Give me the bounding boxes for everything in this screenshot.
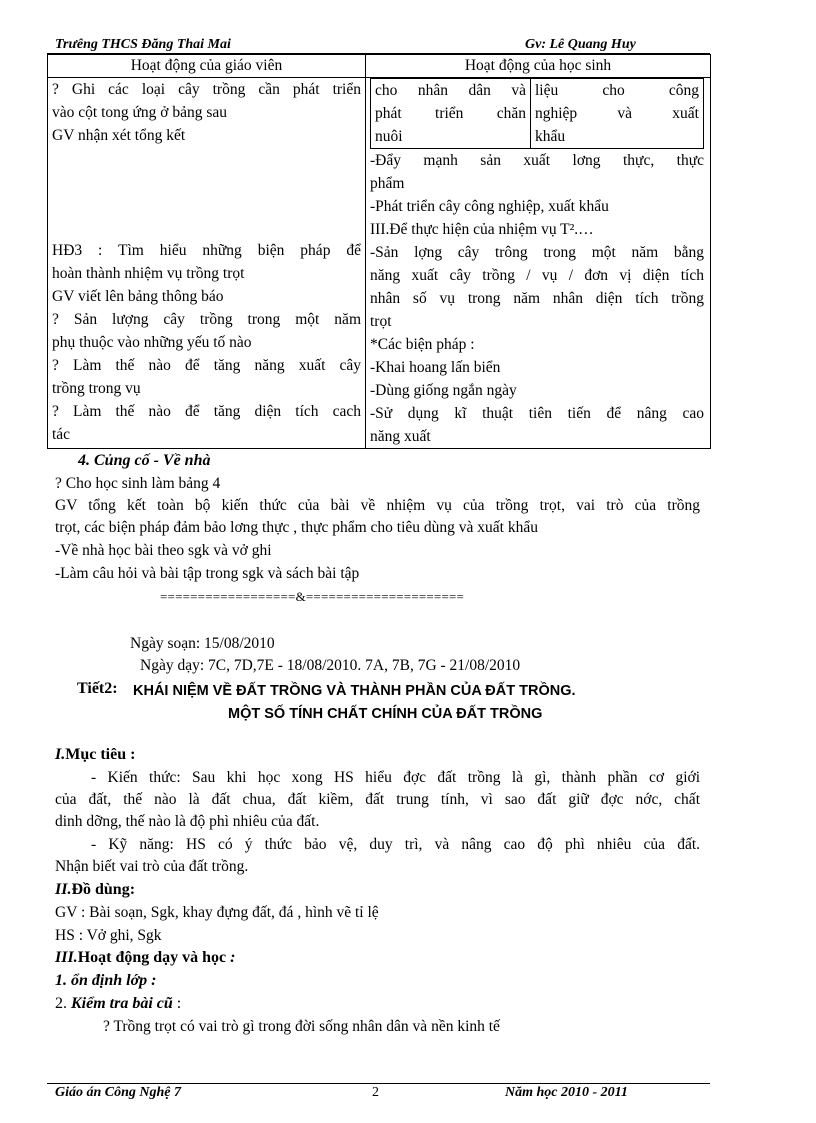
col-teacher-header: Hoạt động của giáo viên: [48, 55, 366, 78]
student-line: -Sản lợng cây trông trong một năm bằng: [370, 244, 704, 261]
review-line: ? Cho học sinh làm bảng 4: [55, 475, 221, 492]
teacher-line: GV viết lên bảng thông báo: [52, 288, 224, 305]
subtable-cell-food: cho nhân dân và phát triển chăn nuôi: [371, 79, 531, 149]
objectives-heading: I.Mục tiêu :: [55, 746, 136, 763]
section-separator: ==================&=====================: [160, 589, 465, 604]
date-taught: Ngày dạy: 7C, 7D,7E - 18/08/2010. 7A, 7B, 7G - 21/08/2010: [140, 657, 521, 674]
header-school: Trưêng THCS Đăng Thai Mai: [55, 37, 231, 52]
period-label: Tiết2:: [77, 680, 118, 697]
lesson-title-line2: MỘT SỐ TÍNH CHẤT CHÍNH CỦA ĐẤT TRỒNG: [228, 706, 543, 722]
student-line: phẩm: [370, 175, 405, 192]
date-prepared: Ngày soạn: 15/08/2010: [130, 635, 275, 652]
student-line: năng xuất cây trồng / vụ / đơn vị diện tích: [370, 267, 704, 284]
review-question: ? Trồng trọt có vai trò gì trong đời sống nhân dân và nền kinh tế: [103, 1018, 500, 1035]
col-student-header: Hoạt động của học sinh: [366, 55, 711, 78]
teacher-line: hoàn thành nhiệm vụ trồng trọt: [52, 265, 245, 282]
student-line: trọt: [370, 313, 392, 330]
student-line: năng xuất: [370, 428, 431, 445]
skill-line: - Kỹ năng: HS có ý thức bảo vệ, duy trì, và nâng cao độ phì nhiêu của đất.: [91, 836, 700, 853]
teacher-line: phụ thuộc vào những yếu tố nào: [52, 334, 252, 351]
step-1: 1. ổn định lớp :: [55, 972, 157, 989]
header-teacher: Gv: Lê Quang Huy: [525, 37, 636, 52]
student-line: -Khai hoang lấn biển: [370, 359, 501, 376]
review-line: GV tổng kết toàn bộ kiến thức của bài về nhiệm vụ của trồng trọt, vai trò của trồng: [55, 497, 700, 514]
teacher-line: GV nhận xét tổng kết: [52, 127, 186, 144]
lesson-title-line1: KHÁI NIỆM VỀ ĐẤT TRỒNG VÀ THÀNH PHẦN CỦA ĐẤT TRỒNG.: [133, 683, 576, 699]
review-heading: 4. Củng cố - Về nhà: [78, 452, 211, 469]
student-line: *Các biện pháp :: [370, 336, 475, 353]
materials-gv: GV : Bài soạn, Sgk, khay đựng đất, đá , hình vẽ tỉ lệ: [55, 904, 379, 921]
teacher-line: trồng trong vụ: [52, 380, 141, 397]
footer-left: Giáo án Công Nghệ 7: [55, 1085, 182, 1100]
student-line: -Dùng giống ngắn ngày: [370, 382, 517, 399]
materials-heading: II.Đồ dùng:: [55, 881, 136, 898]
teacher-column: [48, 78, 366, 449]
activity-table: [47, 54, 711, 449]
teacher-line: ? Làm thế nào để tăng năng xuất cây: [52, 357, 361, 374]
teacher-line: vào cột tong ứng ở bảng sau: [52, 104, 228, 121]
teacher-line: tác: [52, 426, 71, 443]
step-2: 2. Kiểm tra bài cũ :: [55, 995, 182, 1012]
teacher-line: ? Sản lượng cây trồng trong một năm: [52, 311, 361, 328]
footer-rule: [47, 1083, 710, 1084]
review-line: -Về nhà học bài theo sgk và vở ghi: [55, 542, 272, 559]
student-line: -Sử dụng kĩ thuật tiên tiến để nâng cao: [370, 405, 704, 422]
teacher-line: ? Làm thế nào để tăng diện tích cach: [52, 403, 361, 420]
footer-right: Năm học 2010 - 2011: [505, 1085, 628, 1100]
activities-heading: III.Hoạt động dạy và học :: [55, 949, 236, 966]
page-number: 2: [372, 1085, 379, 1100]
knowledge-line: - Kiến thức: Sau khi học xong HS hiểu đợc đất trồng là gì, thành phần cơ giới: [91, 769, 700, 786]
review-line: -Làm câu hỏi và bài tập trong sgk và sách bài tập: [55, 565, 360, 582]
teacher-line: HĐ3 : Tìm hiểu những biện pháp để: [52, 242, 361, 259]
knowledge-line: dinh dỡng, thế nào là độ phì nhiêu của đất.: [55, 813, 320, 830]
student-line: -Đẩy mạnh sản xuất lơng thực, thực: [370, 152, 704, 169]
student-line: III.Để thực hiện của nhiệm vụ T².…: [370, 221, 594, 238]
student-line: nhân số vụ trong năm nhân diện tích trồng: [370, 290, 704, 307]
subtable-cell-industry: liệu cho công nghiệp và xuất khẩu: [531, 79, 704, 149]
materials-hs: HS : Vở ghi, Sgk: [55, 927, 162, 944]
skill-line: Nhận biết vai trò của đất trồng.: [55, 858, 249, 875]
student-column: [366, 78, 711, 449]
knowledge-line: của đất, thế nào là đất chua, đất kiềm, đất trung tính, vì sao đất giữ đợc nớc, chất: [55, 791, 700, 808]
crop-type-subtable: [370, 78, 704, 149]
review-line: trọt, các biện pháp đảm bảo lơng thực , thực phẩm cho tiêu dùng và xuất khẩu: [55, 519, 538, 536]
teacher-line: ? Ghi các loại cây trồng cần phát triển: [52, 81, 361, 98]
student-line: -Phát triển cây công nghiệp, xuất khẩu: [370, 198, 609, 215]
